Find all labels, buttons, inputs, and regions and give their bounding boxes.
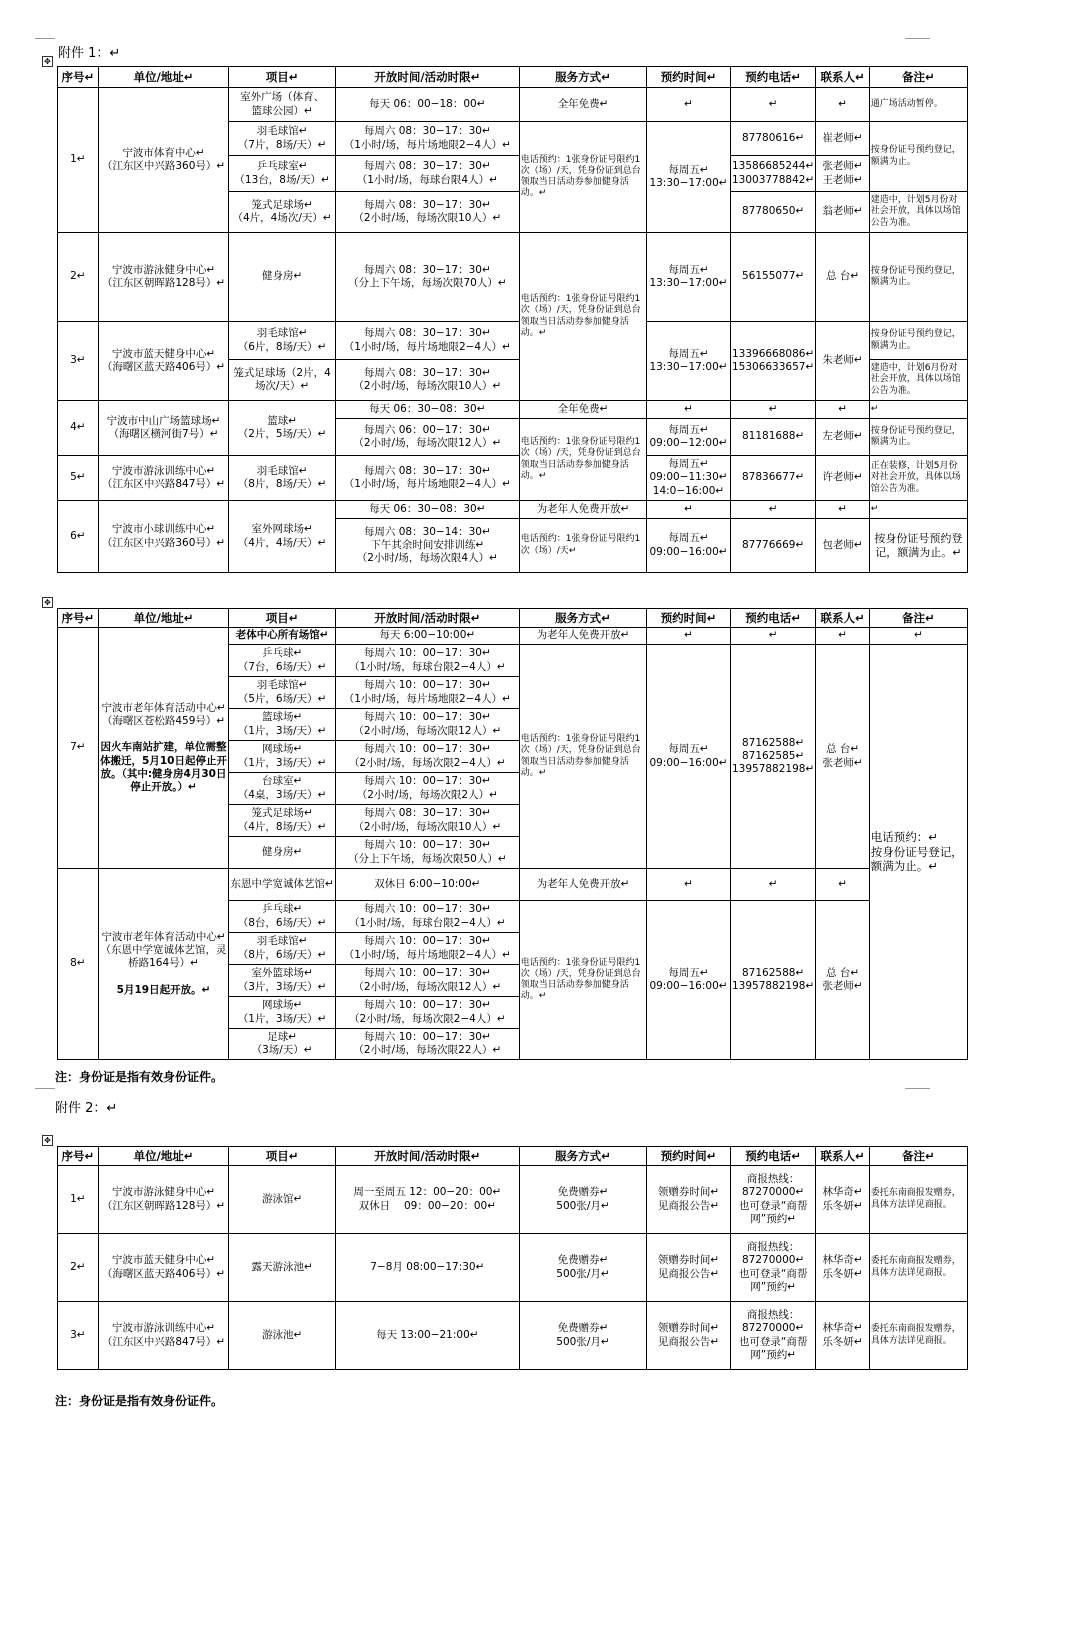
- cell-unit: [98, 869, 229, 1060]
- page-margin-mark: [905, 1088, 930, 1089]
- cell-item: 乒乓球↵ （7台，6场/天）↵: [229, 645, 336, 677]
- cell-item: 室外篮球场↵ （3片，3场/天）↵: [229, 965, 336, 997]
- header-time: 开放时间/活动时限↵: [335, 67, 519, 88]
- cell-unit-name: 宁波市老年体育活动中心↵ （海曙区苍松路459号）↵: [101, 702, 226, 728]
- cell-service: 电话预约：1张身份证号限约1次（场）/天，凭身份证到总台领取当日活动券参加健身活动。↵: [519, 645, 646, 869]
- cell-time: 每天 06：30−08：30↵: [335, 501, 519, 519]
- cell-time: 7−8月 08:00−17:30↵: [335, 1234, 519, 1302]
- cell-service: 全年免费↵: [519, 88, 646, 122]
- cell-contact: ↵: [816, 869, 869, 901]
- cell-no: 8↵: [58, 869, 99, 1060]
- cell-appt: 每周五↵ 09:00−16:00↵: [647, 645, 731, 869]
- cell-unit: 宁波市游泳训练中心↵ （江东区中兴路847号）↵: [98, 1302, 229, 1370]
- cell-remark: ↵: [869, 401, 967, 419]
- cell-item: 老体中心所有场馆↵: [229, 628, 336, 645]
- header-unit: 单位/地址↵: [98, 609, 229, 628]
- cell-service: 电话预约：1张身份证号限约1次（场）/天，凭身份证到总台领取当日活动券参加健身活动。↵: [519, 122, 646, 233]
- cell-appt: ↵: [647, 501, 731, 519]
- header-service: 服务方式↵: [519, 67, 646, 88]
- cell-phone: 87836677↵: [730, 456, 816, 501]
- table-attachment-1a: [57, 66, 968, 573]
- cell-remark: 通广场活动暂停。: [869, 88, 967, 122]
- cell-item: 室外广场（体育、 篮球公园）↵: [229, 88, 336, 122]
- cell-item: 笼式足球场↵ （4片，8场/天）↵: [229, 805, 336, 837]
- table-row: [58, 233, 968, 322]
- cell-unit: 宁波市蓝天健身中心↵ （海曙区蓝天路406号）↵: [98, 322, 229, 401]
- cell-unit: 宁波市小球训练中心↵ （江东区中兴路360号）↵: [98, 501, 229, 573]
- cell-appt: ↵: [647, 869, 731, 901]
- cell-time: 每周六 08：30−17：30↵ （2小时/场，每场次限10人）↵: [335, 192, 519, 233]
- cell-item: 笼式足球场（2片，4场次/天）↵: [229, 360, 336, 401]
- header-item: 项目↵: [229, 1147, 336, 1166]
- cell-time: 每周六 08：30−17：30↵ （分上下午场，每场次限70人）↵: [335, 233, 519, 322]
- header-no: 序号↵: [58, 609, 99, 628]
- cell-item: 室外网球场↵ （4片，4场/天）↵: [229, 501, 336, 573]
- cell-appt: ↵: [647, 88, 731, 122]
- cell-item: 羽毛球馆↵ （5片，6场/天）↵: [229, 677, 336, 709]
- table-header-row: [58, 609, 968, 628]
- cell-phone: ↵: [730, 401, 816, 419]
- cell-appt: 每周五↵ 09:00−11:30↵ 14:0−16:00↵: [647, 456, 731, 501]
- cell-time: 每周六 06：00−17：30↵ （2小时/场，每场次限12人）↵: [335, 419, 519, 456]
- cell-contact: 许老师↵: [816, 456, 869, 501]
- header-no: 序号↵: [58, 1147, 99, 1166]
- cell-remark: 委托东南商报发赠券，具体方法详见商报。: [869, 1166, 967, 1234]
- cell-contact: 林华奇↵ 乐冬妍↵: [816, 1234, 869, 1302]
- cell-remark: 按身份证号预约登记，额满为止。: [869, 419, 967, 456]
- cell-unit: 宁波市体育中心↵ （江东区中兴路360号）↵: [98, 88, 229, 233]
- cell-contact: 林华奇↵ 乐冬妍↵: [816, 1302, 869, 1370]
- cell-contact: ↵: [816, 401, 869, 419]
- cell-time: 每周六 10：00−17：30↵ （1小时/场，每球台限2−4人）↵: [335, 901, 519, 933]
- cell-no: 4↵: [58, 401, 99, 456]
- page-margin-mark: [35, 1088, 55, 1089]
- cell-contact: 翁老师↵: [816, 192, 869, 233]
- cell-contact: 左老师↵: [816, 419, 869, 456]
- cell-unit: 宁波市游泳健身中心↵ （江东区朝晖路128号）↵: [98, 1166, 229, 1234]
- header-service: 服务方式↵: [519, 609, 646, 628]
- cell-no: 2↵: [58, 1234, 99, 1302]
- cell-time: 双休日 6:00−10:00↵: [335, 869, 519, 901]
- cell-no: 1↵: [58, 88, 99, 233]
- cell-remark: 电话预约：↵ 按身份证号登记，额满为止。↵: [869, 645, 967, 1060]
- opening-notice: 5月19日起开放。↵: [116, 983, 211, 996]
- header-phone: 预约电话↵: [730, 609, 816, 628]
- cell-item: 笼式足球场↵ （4片，4场次/天）↵: [229, 192, 336, 233]
- cell-unit: 宁波市游泳健身中心↵ （江东区朝晖路128号）↵: [98, 233, 229, 322]
- cell-time: 每周六 10：00−17：30↵ （1小时/场，每片场地限2−4人）↵: [335, 677, 519, 709]
- cell-service: 电话预约：1张身份证号限约1次（场）/天，凭身份证到总台领取当日活动券参加健身活动。↵: [519, 233, 646, 401]
- cell-contact: 总 台↵ 张老师↵: [816, 645, 869, 869]
- header-time: 开放时间/活动时限↵: [335, 1147, 519, 1166]
- cell-item: 网球场↵ （1片，3场/天）↵: [229, 741, 336, 773]
- cell-service: 为老年人免费开放↵: [519, 869, 646, 901]
- cell-time: 每周六 10：00−17：30↵ （1小时/场，每球台限2−4人）↵: [335, 645, 519, 677]
- cell-remark: 按身份证号预约登记，额满为止。: [869, 233, 967, 322]
- cell-appt: 每周五↵ 09:00−16:00↵: [647, 901, 731, 1060]
- cell-time: 每周六 08：30−14：30↵ 下午其余时间安排训练↵ （2小时/场，每场次限4人）↵: [335, 519, 519, 573]
- cell-service: 电话预约：1张身份证号限约1次（场）/天，凭身份证到总台领取当日活动券参加健身活动。↵: [519, 901, 646, 1060]
- cell-appt: ↵: [647, 401, 731, 419]
- table-move-handle-icon[interactable]: ✥: [42, 56, 53, 67]
- cell-no: 5↵: [58, 456, 99, 501]
- cell-remark: 按身份证号预约登记，额满为止。: [869, 322, 967, 360]
- table-row: [58, 1234, 968, 1302]
- cell-no: 7↵: [58, 628, 99, 869]
- page-margin-mark: [905, 38, 930, 39]
- table-row: [58, 88, 968, 122]
- table-move-handle-icon[interactable]: ✥: [42, 597, 53, 608]
- cell-service: 免费赠券↵ 500张/月↵: [519, 1166, 646, 1234]
- cell-remark: 委托东南商报发赠券，具体方法详见商报。: [869, 1302, 967, 1370]
- cell-item: 乒乓球室↵ （13台，8场/天）↵: [229, 156, 336, 192]
- cell-service: 免费赠券↵ 500张/月↵: [519, 1302, 646, 1370]
- cell-remark: 建造中，计划6月份对社会开放，具体以场馆公告为准。: [869, 360, 967, 401]
- cell-time: 每周六 10：00−17：30↵ （2小时/场，每场次限12人）↵: [335, 709, 519, 741]
- cell-time: 每天 06：00−18：00↵: [335, 88, 519, 122]
- header-appt-time: 预约时间↵: [647, 1147, 731, 1166]
- table-header-row: [58, 67, 968, 88]
- cell-unit: [98, 628, 229, 869]
- cell-appt: 领赠券时间↵ 见商报公告↵: [647, 1302, 731, 1370]
- cell-phone: 56155077↵: [730, 233, 816, 322]
- cell-time: 每周六 10：00−17：30↵ （2小时/场，每场次限22人）↵: [335, 1029, 519, 1060]
- cell-contact: 总 台↵ 张老师↵: [816, 901, 869, 1060]
- cell-item: 露天游泳池↵: [229, 1234, 336, 1302]
- cell-contact: 崔老师↵: [816, 122, 869, 156]
- cell-time: 周一至周五 12：00−20：00↵ 双休日 09：00−20：00↵: [335, 1166, 519, 1234]
- cell-appt: ↵: [647, 628, 731, 645]
- cell-remark: 按身份证号预约登记，额满为止。↵: [869, 519, 967, 573]
- cell-phone: ↵: [730, 628, 816, 645]
- cell-phone: 商报热线： 87270000↵ 也可登录“商帮网”预约↵: [730, 1234, 816, 1302]
- table-row: [58, 1302, 968, 1370]
- cell-time: 每周六 10：00−17：30↵ （1小时/场，每片场地限2−4人）↵: [335, 933, 519, 965]
- cell-service: 全年免费↵: [519, 401, 646, 419]
- header-contact: 联系人↵: [816, 67, 869, 88]
- cell-item: 台球室↵ （4桌，3场/天）↵: [229, 773, 336, 805]
- cell-no: 3↵: [58, 1302, 99, 1370]
- cell-phone: 87162588↵ 87162585↵ 13957882198↵: [730, 645, 816, 869]
- cell-contact: 林华奇↵ 乐冬妍↵: [816, 1166, 869, 1234]
- cell-item: 羽毛球馆↵ （6片，8场/天）↵: [229, 322, 336, 360]
- cell-unit: 宁波市中山广场篮球场↵ （海曙区横河街7号）↵: [98, 401, 229, 456]
- cell-contact: 朱老师↵: [816, 322, 869, 401]
- cell-remark: 按身份证号预约登记，额满为止。: [869, 122, 967, 192]
- header-item: 项目↵: [229, 67, 336, 88]
- table-header-row: [58, 1147, 968, 1166]
- cell-contact: 总 台↵: [816, 233, 869, 322]
- attachment-1-label: 附件 1：↵: [58, 46, 121, 61]
- cell-time: 每周六 08：30−17：30↵ （2小时/场，每场次限10人）↵: [335, 805, 519, 837]
- cell-remark: 正在装修，计划5月份对社会开放，具体以场馆公告为准。: [869, 456, 967, 501]
- cell-no: 1↵: [58, 1166, 99, 1234]
- cell-phone: ↵: [730, 869, 816, 901]
- cell-contact: ↵: [816, 88, 869, 122]
- cell-remark: ↵: [869, 628, 967, 645]
- cell-unit-name: 宁波市老年体育活动中心↵ （东恩中学宽诚体艺馆，灵桥路164号）↵: [100, 931, 227, 970]
- closure-notice: 因火车南站扩建，单位需整体搬迁，5月10日起停止开放。（其中:健身房4月30日停止开放。）↵: [100, 741, 227, 793]
- cell-item: 游泳馆↵: [229, 1166, 336, 1234]
- cell-contact: ↵: [816, 501, 869, 519]
- table-row: [58, 1166, 968, 1234]
- footnote: 注：身份证是指有效身份证件。: [55, 1070, 224, 1084]
- cell-no: 3↵: [58, 322, 99, 401]
- header-time: 开放时间/活动时限↵: [335, 609, 519, 628]
- header-no: 序号↵: [58, 67, 99, 88]
- cell-time: 每天 13:00−21:00↵: [335, 1302, 519, 1370]
- header-item: 项目↵: [229, 609, 336, 628]
- cell-appt: 每周五↵ 13:30−17:00↵: [647, 233, 731, 322]
- cell-time: 每周六 10：00−17：30↵ （2小时/场，每场次限2−4人）↵: [335, 997, 519, 1029]
- cell-appt: 每周五↵ 09:00−16:00↵: [647, 519, 731, 573]
- cell-appt: 领赠券时间↵ 见商报公告↵: [647, 1166, 731, 1234]
- cell-phone: ↵: [730, 88, 816, 122]
- table-row: [58, 322, 968, 360]
- cell-no: 2↵: [58, 233, 99, 322]
- header-phone: 预约电话↵: [730, 1147, 816, 1166]
- cell-time: 每天 06：30−08：30↵: [335, 401, 519, 419]
- table-row: [58, 869, 968, 901]
- cell-item: 足球↵ （3场/天）↵: [229, 1029, 336, 1060]
- cell-phone: 13396668086↵ 15306633657↵: [730, 322, 816, 401]
- cell-contact: 包老师↵: [816, 519, 869, 573]
- cell-contact: 张老师↵ 王老师↵: [816, 156, 869, 192]
- cell-item: 羽毛球馆↵ （8片，6场/天）↵: [229, 933, 336, 965]
- table-row: [58, 401, 968, 419]
- header-appt-time: 预约时间↵: [647, 609, 731, 628]
- header-remark: 备注↵: [869, 67, 967, 88]
- cell-remark: 建造中，计划5月份对社会开放，具体以场馆公告为准。: [869, 192, 967, 233]
- header-unit: 单位/地址↵: [98, 1147, 229, 1166]
- cell-time: 每周六 08：30−17：30↵ （1小时/场，每球台限4人）↵: [335, 156, 519, 192]
- cell-item: 网球场↵ （1片，3场/天）↵: [229, 997, 336, 1029]
- cell-phone: 13586685244↵ 13003778842↵: [730, 156, 816, 192]
- cell-service: 免费赠券↵ 500张/月↵: [519, 1234, 646, 1302]
- cell-contact: ↵: [816, 628, 869, 645]
- cell-time: 每周六 10：00−17：30↵ （2小时/场，每场次限2人）↵: [335, 773, 519, 805]
- cell-item: 东恩中学宽诚体艺馆↵: [229, 869, 336, 901]
- cell-item: 游泳池↵: [229, 1302, 336, 1370]
- cell-service: 为老年人免费开放↵: [519, 628, 646, 645]
- table-row: [58, 628, 968, 645]
- cell-phone: 87776669↵: [730, 519, 816, 573]
- cell-service: 电话预约：1张身份证号限约1次（场）/天↵: [519, 519, 646, 573]
- table-move-handle-icon[interactable]: ✥: [42, 1135, 53, 1146]
- header-service: 服务方式↵: [519, 1147, 646, 1166]
- cell-phone: 商报热线： 87270000↵ 也可登录“商帮网”预约↵: [730, 1166, 816, 1234]
- header-unit: 单位/地址↵: [98, 67, 229, 88]
- cell-phone: 81181688↵: [730, 419, 816, 456]
- header-phone: 预约电话↵: [730, 67, 816, 88]
- cell-time: 每周六 08：30−17：30↵ （1小时/场，每片场地限2−4人）↵: [335, 122, 519, 156]
- cell-remark: 委托东南商报发赠券，具体方法详见商报。: [869, 1234, 967, 1302]
- cell-item: 篮球↵ （2片，5场/天）↵: [229, 401, 336, 456]
- cell-time: 每周六 08：30−17：30↵ （2小时/场，每场次限10人）↵: [335, 360, 519, 401]
- cell-remark: ↵: [869, 501, 967, 519]
- cell-phone: 商报热线： 87270000↵ 也可登录“商帮网”预约↵: [730, 1302, 816, 1370]
- cell-time: 每周六 08：30−17：30↵ （1小时/场，每片场地限2−4人）↵: [335, 456, 519, 501]
- cell-no: 6↵: [58, 501, 99, 573]
- cell-item: 健身房↵: [229, 837, 336, 869]
- cell-phone: ↵: [730, 501, 816, 519]
- cell-appt: 每周五↵ 13:30−17:00↵: [647, 122, 731, 233]
- cell-service: 为老年人免费开放↵: [519, 501, 646, 519]
- table-attachment-2: [57, 1146, 968, 1370]
- cell-unit: 宁波市游泳训练中心↵ （江东区中兴路847号）↵: [98, 456, 229, 501]
- cell-unit: 宁波市蓝天健身中心↵ （海曙区蓝天路406号）↵: [98, 1234, 229, 1302]
- cell-item: 篮球场↵ （1片，3场/天）↵: [229, 709, 336, 741]
- cell-item: 羽毛球馆↵ （7片，8场/天）↵: [229, 122, 336, 156]
- table-row: [58, 456, 968, 501]
- cell-phone: 87162588↵ 13957882198↵: [730, 901, 816, 1060]
- header-appt-time: 预约时间↵: [647, 67, 731, 88]
- table-attachment-1b: [57, 608, 968, 1060]
- footnote: 注：身份证是指有效身份证件。: [55, 1394, 224, 1408]
- header-contact: 联系人↵: [816, 609, 869, 628]
- cell-phone: 87780616↵: [730, 122, 816, 156]
- cell-item: 健身房↵: [229, 233, 336, 322]
- page-margin-mark: [35, 38, 55, 39]
- cell-appt: 每周五↵ 09:00−12:00↵: [647, 419, 731, 456]
- table-row: [58, 501, 968, 519]
- header-remark: 备注↵: [869, 1147, 967, 1166]
- attachment-2-label: 附件 2：↵: [55, 1101, 118, 1116]
- cell-time: 每周六 10：00−17：30↵ （2小时/场，每场次限12人）↵: [335, 965, 519, 997]
- cell-time: 每天 6:00−10:00↵: [335, 628, 519, 645]
- header-remark: 备注↵: [869, 609, 967, 628]
- cell-phone: 87780650↵: [730, 192, 816, 233]
- cell-time: 每周六 10：00−17：30↵ （2小时/场，每场次限2−4人）↵: [335, 741, 519, 773]
- cell-item: 乒乓球↵ （8台，6场/天）↵: [229, 901, 336, 933]
- cell-item: 羽毛球馆↵ （8片，8场/天）↵: [229, 456, 336, 501]
- cell-time: 每周六 08：30−17：30↵ （1小时/场，每片场地限2−4人）↵: [335, 322, 519, 360]
- cell-appt: 每周五↵ 13:30−17:00↵: [647, 322, 731, 401]
- cell-time: 每周六 10：00−17：30↵ （分上下午场，每场次限50人）↵: [335, 837, 519, 869]
- cell-appt: 领赠券时间↵ 见商报公告↵: [647, 1234, 731, 1302]
- header-contact: 联系人↵: [816, 1147, 869, 1166]
- cell-service: 电话预约：1张身份证号限约1次（场）/天，凭身份证到总台领取当日活动券参加健身活动。↵: [519, 419, 646, 501]
